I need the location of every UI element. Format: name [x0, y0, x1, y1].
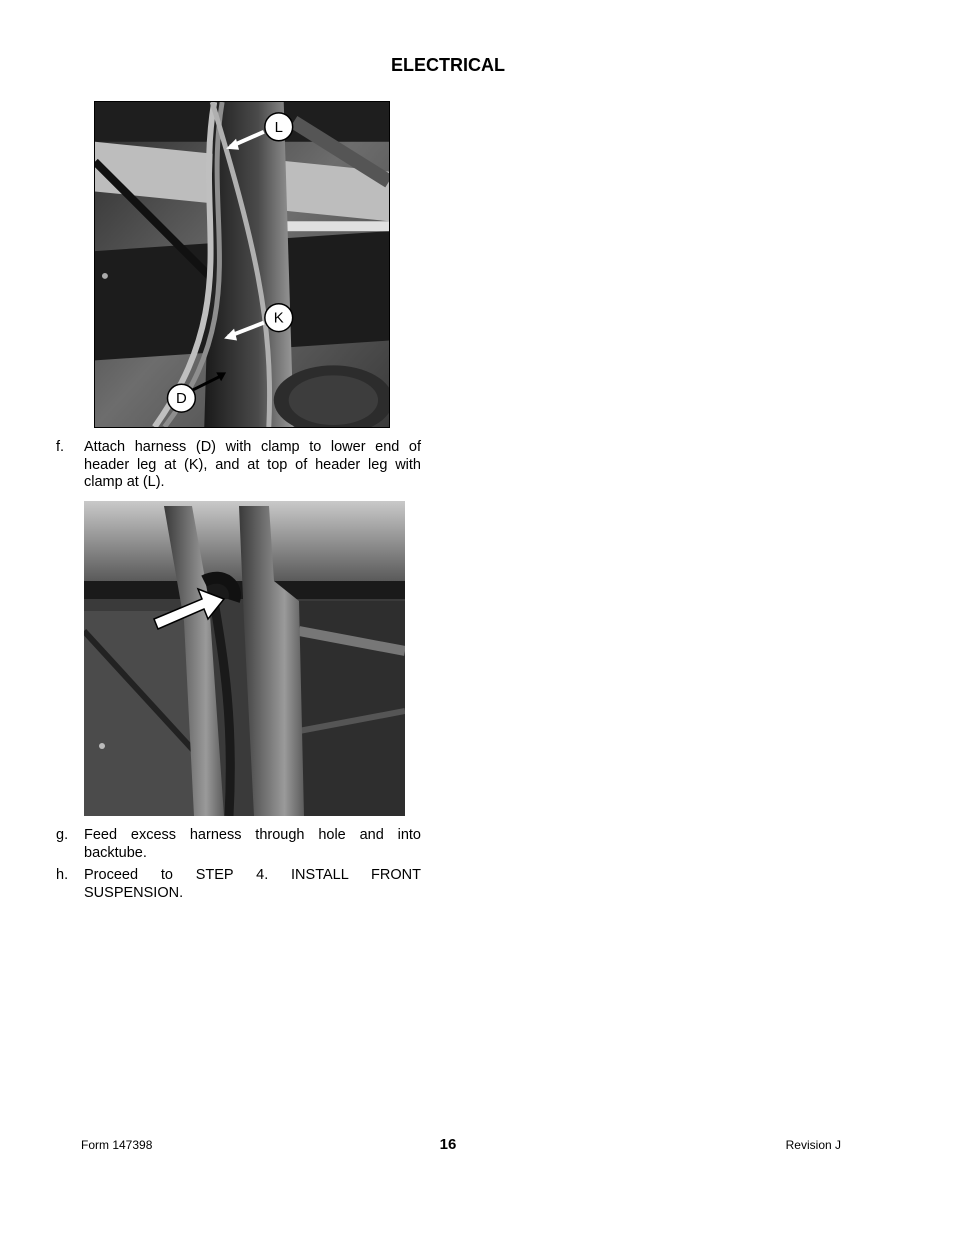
callout-l: L [274, 119, 283, 136]
photo-backtube-hole [84, 501, 405, 816]
step-letter: f. [56, 439, 65, 455]
callout-d: D [176, 391, 187, 408]
step-text: Proceed to STEP 4. INSTALL FRONT SUSPENSION. [84, 867, 421, 901]
footer-revision: Revision J [785, 1138, 841, 1152]
step-f [56, 439, 421, 492]
step-h [56, 867, 421, 902]
step-letter: h. [56, 867, 69, 883]
step-g [56, 827, 421, 862]
step-letter: g. [56, 827, 69, 843]
photo-header-leg-harness [94, 101, 390, 428]
footer-form-number: Form 147398 [81, 1138, 153, 1152]
step-text: Feed excess harness through hole and into backtube. [84, 827, 421, 861]
step-text: Attach harness (D) with clamp to lower end of header leg at (K), and at top of header leg with clamp at (L). [84, 439, 421, 490]
footer-page-number: 16 [439, 1136, 457, 1153]
page-title: ELECTRICAL [391, 55, 505, 75]
callout-k: K [273, 310, 284, 327]
